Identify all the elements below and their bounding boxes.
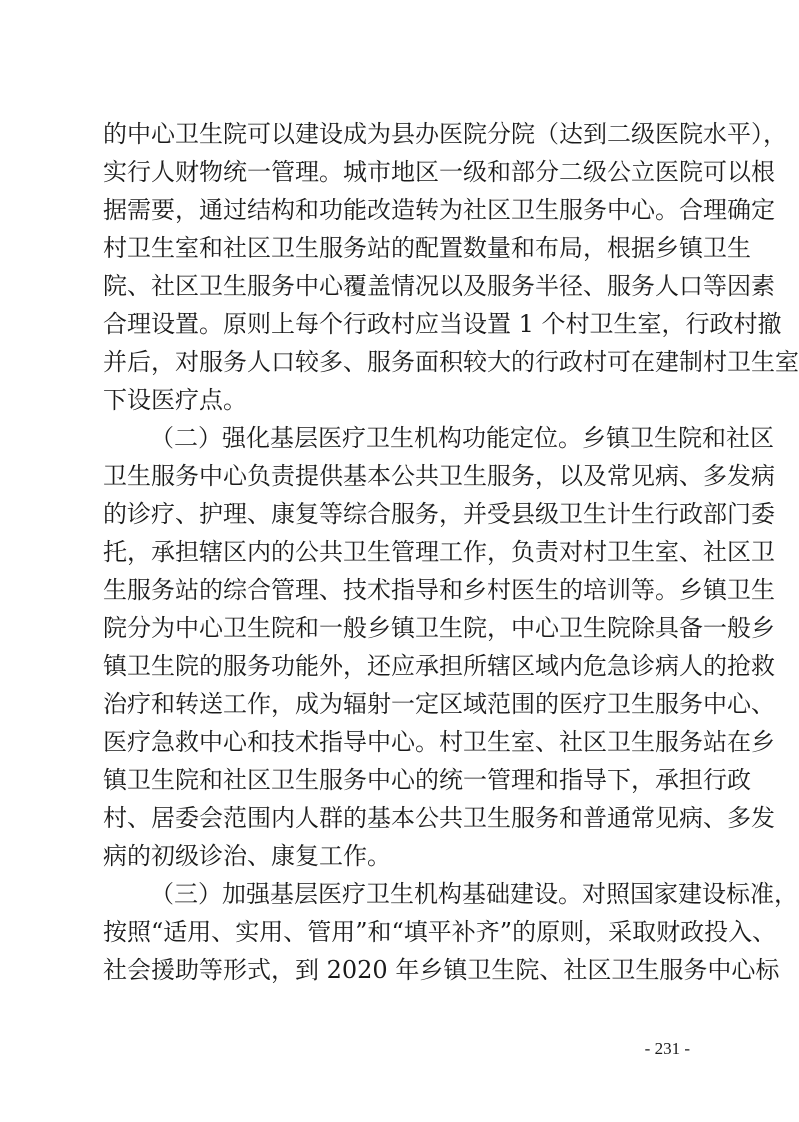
text-line-5: 院、社区卫生服务中心覆盖情况以及服务半径、服务人口等因素 [103,272,775,300]
text-line-6: 合理设置。原则上每个行政村应当设置 1 个村卫生室，行政村撤 [103,310,782,338]
text-line-17: 医疗急救中心和技术指导中心。村卫生室、社区卫生服务站在乡 [103,728,775,756]
text-line-19: 村、居委会范围内人群的基本公共卫生服务和普通常见病、多发 [103,804,775,832]
text-line-3: 据需要，通过结构和功能改造转为社区卫生服务中心。合理确定 [103,196,775,224]
text-line-2: 实行人财物统一管理。城市地区一级和部分二级公立医院可以根 [103,158,775,186]
text-line-10: 卫生服务中心负责提供基本公共卫生服务，以及常见病、多发病 [103,462,775,490]
text-line-18: 镇卫生院和社区卫生服务中心的统一管理和指导下，承担行政 [103,766,751,794]
text-line-20: 病的初级诊治、康复工作。 [103,842,391,870]
text-line-8: 下设医疗点。 [103,386,247,414]
text-line-16: 治疗和转送工作，成为辐射一定区域范围的医疗卫生服务中心、 [103,690,775,718]
text-line-12: 托，承担辖区内的公共卫生管理工作，负责对村卫生室、社区卫 [103,538,775,566]
text-line-7: 并后，对服务人口较多、服务面积较大的行政村可在建制村卫生室 [103,348,799,376]
text-line-23: 社会援助等形式，到 2020 年乡镇卫生院、社区卫生服务中心标 [103,956,780,984]
text-line-1: 的中心卫生院可以建设成为县办医院分院（达到二级医院水平）， [103,120,787,148]
text-line-4: 村卫生室和社区卫生服务站的配置数量和布局，根据乡镇卫生 [103,234,751,262]
text-line-22: 按照“适用、实用、管用”和“填平补齐”的原则，采取财政投入、 [103,918,777,946]
text-line-15: 镇卫生院的服务功能外，还应承担所辖区域内危急诊病人的抢救 [103,652,775,680]
text-line-9: （二）强化基层医疗卫生机构功能定位。乡镇卫生院和社区 [150,424,774,452]
text-line-11: 的诊疗、护理、康复等综合服务，并受县级卫生计生行政部门委 [103,500,775,528]
text-line-14: 院分为中心卫生院和一般乡镇卫生院，中心卫生院除具备一般乡 [103,614,775,642]
page-number: - 231 - [644,1039,690,1058]
text-line-21: （三）加强基层医疗卫生机构基础建设。对照国家建设标准， [150,880,798,908]
text-line-13: 生服务站的综合管理、技术指导和乡村医生的培训等。乡镇卫生 [103,576,775,604]
